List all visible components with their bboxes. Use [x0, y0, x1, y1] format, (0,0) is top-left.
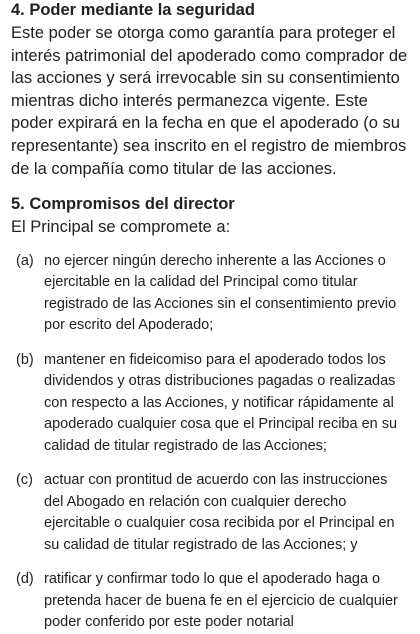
- list-item-text: no ejercer ningún derecho inherente a las Acciones o ejercitable en la calidad del Principal como titular registrado de las Acciones sin el consentimiento previo por escrito del Apoderado;: [44, 252, 397, 334]
- list-item-marker: (b): [16, 351, 34, 368]
- list-item: [11, 350, 408, 458]
- list-item-marker: (c): [16, 472, 33, 489]
- commitments-list: [11, 251, 408, 634]
- list-item: [11, 251, 408, 337]
- list-item-marker: (d): [16, 571, 34, 588]
- section-5-title: 5. Compromisos del director: [11, 195, 235, 214]
- section-4-title: 4. Poder mediante la seguridad: [11, 1, 255, 19]
- list-item: [11, 470, 408, 556]
- section-5-intro: El Principal se compromete a:: [11, 218, 231, 237]
- list-item-text: actuar con prontitud de acuerdo con las instrucciones del Abogado en relación con cualquier derecho ejercitable o cualquier cosa recibida por el Principal en su calidad de titular registrado de las Acciones; y: [44, 472, 395, 553]
- list-item-marker: (a): [16, 252, 34, 269]
- list-item-text: mantener en fideicomiso para el apoderado todos los dividendos y otras distribuciones pagadas o realizadas con respecto a las Acciones, y notificar rápidamente al apoderado cualquier cosa que el Principal reciba en su calidad de titular registrado de las Acciones;: [44, 351, 398, 454]
- section-4-body: Este poder se otorga como garantía para proteger el interés patrimonial del apoderado como comprador de las acciones y será irrevocable sin su consentimiento mientras dicho interés permanezca vigente. Este poder expirará en la fecha en que el apoderado (o su representante) sea inscrito en el registro de miembros de la compañía como titular de las acciones.: [11, 24, 408, 178]
- list-item-text: ratificar y confirmar todo lo que el apoderado haga o pretenda hacer de buena fe en el ejercicio de cualquier poder conferido por este poder notarial: [44, 571, 398, 631]
- list-item: [11, 569, 408, 634]
